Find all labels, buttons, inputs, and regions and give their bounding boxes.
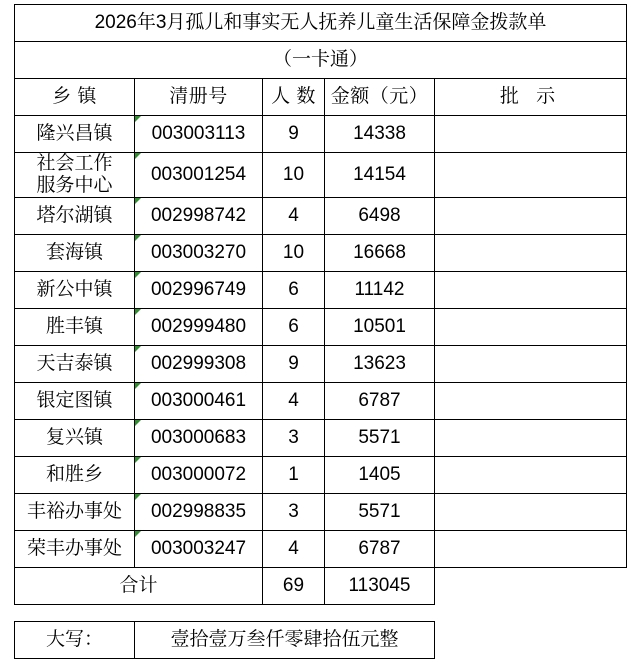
cell-remark (435, 197, 627, 234)
cell-remark (435, 153, 627, 198)
total-row (15, 567, 627, 604)
table-row (15, 419, 627, 456)
cell-people: 3 (263, 419, 325, 456)
total-amount: 113045 (325, 567, 435, 604)
column-header-remark: 批 示 (435, 79, 627, 116)
table-row (15, 153, 627, 198)
cell-remark (435, 456, 627, 493)
cell-people: 9 (263, 116, 325, 153)
cell-town: 和胜乡 (15, 456, 135, 493)
cell-town: 隆兴昌镇 (15, 116, 135, 153)
cell-amount: 14154 (325, 153, 435, 198)
cell-amount: 13623 (325, 345, 435, 382)
cell-amount: 6498 (325, 197, 435, 234)
cell-town: 荣丰办事处 (15, 530, 135, 567)
spacer-row (15, 604, 627, 621)
cell-people: 10 (263, 153, 325, 198)
cell-town (15, 153, 135, 198)
uppercase-row (15, 621, 627, 658)
cell-people: 4 (263, 530, 325, 567)
cell-remark (435, 419, 627, 456)
subtitle-row (15, 42, 627, 79)
document-title: 2026年3月孤儿和事实无人抚养儿童生活保障金拨款单 (15, 5, 627, 42)
uppercase-value: 壹拾壹万叁仟零肆拾伍元整 (135, 621, 435, 658)
cell-register-no: 002998835 (135, 493, 263, 530)
cell-town: 天吉泰镇 (15, 345, 135, 382)
cell-amount: 10501 (325, 308, 435, 345)
cell-town: 塔尔湖镇 (15, 197, 135, 234)
cell-register-no: 002998742 (135, 197, 263, 234)
cell-register-no: 003001254 (135, 153, 263, 198)
table-row (15, 493, 627, 530)
uppercase-spacer (435, 621, 627, 658)
cell-people: 1 (263, 456, 325, 493)
cell-people: 6 (263, 271, 325, 308)
column-header-register-no: 清册号 (135, 79, 263, 116)
table-row (15, 116, 627, 153)
cell-register-no: 003003247 (135, 530, 263, 567)
table-row (15, 308, 627, 345)
spacer (15, 604, 627, 621)
cell-register-no: 003000683 (135, 419, 263, 456)
cell-town: 胜丰镇 (15, 308, 135, 345)
cell-people: 10 (263, 234, 325, 271)
cell-remark (435, 345, 627, 382)
cell-register-no: 003000072 (135, 456, 263, 493)
table-row (15, 345, 627, 382)
column-header-town: 乡 镇 (15, 79, 135, 116)
cell-register-no: 003003113 (135, 116, 263, 153)
cell-people: 6 (263, 308, 325, 345)
table-row (15, 271, 627, 308)
table-row (15, 197, 627, 234)
cell-remark (435, 530, 627, 567)
cell-remark (435, 271, 627, 308)
cell-people: 4 (263, 382, 325, 419)
table-row (15, 382, 627, 419)
cell-amount: 1405 (325, 456, 435, 493)
total-label: 合计 (15, 567, 263, 604)
cell-remark (435, 493, 627, 530)
cell-register-no: 003000461 (135, 382, 263, 419)
cell-people: 3 (263, 493, 325, 530)
cell-town-line1: 社会工作 (36, 153, 113, 174)
table-row (15, 456, 627, 493)
cell-town: 银定图镇 (15, 382, 135, 419)
cell-remark (435, 308, 627, 345)
cell-register-no: 003003270 (135, 234, 263, 271)
cell-people: 4 (263, 197, 325, 234)
cell-town-line2: 服务中心 (36, 174, 113, 196)
header-row (15, 79, 627, 116)
column-header-amount: 金额（元） (325, 79, 435, 116)
cell-town: 新公中镇 (15, 271, 135, 308)
table-row (15, 234, 627, 271)
document-subtitle: （一卡通） (15, 42, 627, 79)
table-row (15, 530, 627, 567)
total-remark-spacer (435, 567, 627, 604)
total-people: 69 (263, 567, 325, 604)
cell-amount: 11142 (325, 271, 435, 308)
column-header-people: 人 数 (263, 79, 325, 116)
cell-amount: 6787 (325, 382, 435, 419)
cell-remark (435, 234, 627, 271)
cell-register-no: 002996749 (135, 271, 263, 308)
cell-amount: 5571 (325, 493, 435, 530)
cell-register-no: 002999308 (135, 345, 263, 382)
cell-remark (435, 116, 627, 153)
cell-amount: 16668 (325, 234, 435, 271)
cell-people: 9 (263, 345, 325, 382)
cell-amount: 5571 (325, 419, 435, 456)
voucher-table (14, 4, 627, 659)
cell-remark (435, 382, 627, 419)
cell-town: 套海镇 (15, 234, 135, 271)
title-row (15, 5, 627, 42)
cell-amount: 14338 (325, 116, 435, 153)
cell-town: 复兴镇 (15, 419, 135, 456)
cell-town: 丰裕办事处 (15, 493, 135, 530)
uppercase-label: 大写： (15, 621, 135, 658)
cell-register-no: 002999480 (135, 308, 263, 345)
cell-amount: 6787 (325, 530, 435, 567)
